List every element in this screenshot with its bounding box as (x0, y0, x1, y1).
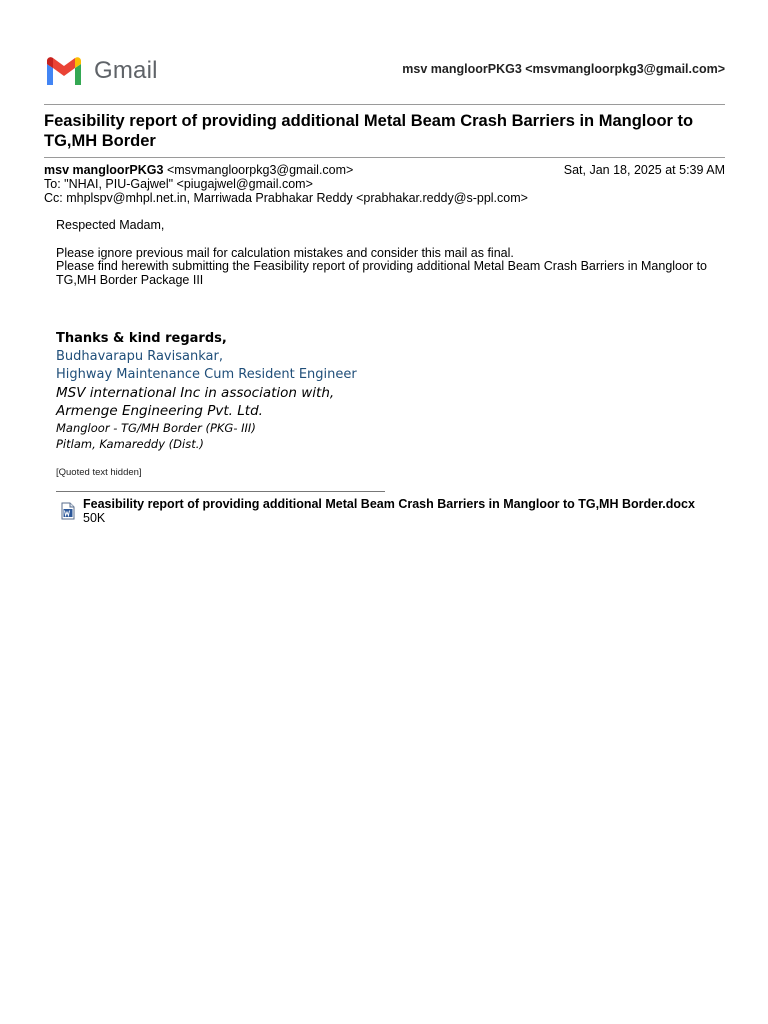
signature-location: Mangloor - TG/MH Border (PKG- III) (56, 421, 256, 435)
greeting: Respected Madam, (56, 218, 165, 232)
gmail-m-icon (44, 56, 84, 86)
signature-name: Budhavarapu Ravisankar, (56, 349, 223, 364)
signature-location: Pitlam, Kamareddy (Dist.) (56, 437, 204, 451)
message-header (44, 163, 725, 205)
signature-block (56, 330, 556, 452)
body-line: Please ignore previous mail for calculation mistakes and consider this mail as final. (56, 245, 514, 260)
account-label: msv mangloorPKG3 <msvmangloorpkg3@gmail.com> (402, 62, 725, 76)
attachment-size: 50K (83, 511, 106, 525)
signature-role: Highway Maintenance Cum Resident Engineer (56, 367, 357, 382)
attachment-divider (56, 491, 385, 492)
gmail-wordmark: Gmail (94, 57, 158, 84)
message-date: Sat, Jan 18, 2025 at 5:39 AM (563, 163, 725, 177)
to-line: To: "NHAI, PIU-Gajwel" <piugajwel@gmail.com> (44, 177, 313, 191)
quoted-text-toggle[interactable]: [Quoted text hidden] (56, 467, 142, 478)
word-doc-icon (60, 502, 76, 520)
email-subject: Feasibility report of providing additional Metal Beam Crash Barriers in Mangloor to TG,MH Border (44, 112, 694, 150)
body-line: Please find herewith submitting the Feasibility report of providing additional Metal Beam Crash Barriers in Mangloor to TG,MH Border Package III (56, 259, 708, 287)
signature-closing: Thanks & kind regards, (56, 331, 227, 346)
signature-org: MSV international Inc in association with, (56, 385, 335, 401)
attachment-text (83, 497, 695, 525)
divider (44, 104, 725, 105)
cc-line: Cc: mhplspv@mhpl.net.in, Marriwada Prabhakar Reddy <prabhakar.reddy@s-ppl.com> (44, 191, 528, 205)
divider (44, 157, 725, 158)
sender-email: <msvmangloorpkg3@gmail.com> (166, 163, 354, 177)
print-header (44, 54, 725, 86)
signature-org: Armenge Engineering Pvt. Ltd. (56, 403, 263, 419)
attachment-item[interactable] (60, 497, 720, 525)
attachment-filename[interactable]: Feasibility report of providing additional Metal Beam Crash Barriers in Mangloor to TG,MH Border.docx (83, 497, 695, 511)
gmail-logo (44, 56, 158, 86)
sender-name: msv mangloorPKG3 (44, 163, 164, 177)
message-body (56, 219, 716, 287)
